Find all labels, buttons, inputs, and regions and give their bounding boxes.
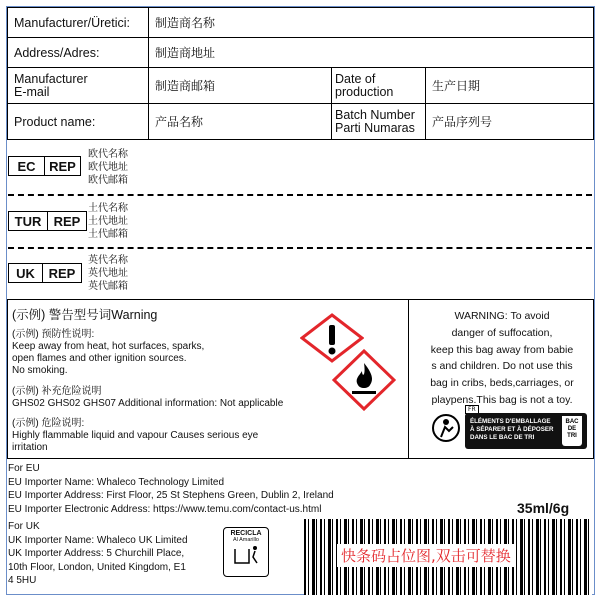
uk-rep-right: REP	[42, 264, 81, 282]
address-value: 制造商地址	[149, 38, 594, 68]
batch-label	[332, 104, 426, 140]
recicla-title: RECICLA	[230, 530, 262, 537]
suffocation-warning	[410, 308, 594, 409]
product-label: Product name:	[8, 104, 149, 140]
net-size: 35ml/6g	[517, 500, 570, 516]
precaution-line: open flames and other ignition sources.	[12, 353, 187, 364]
ec-rep-line: 欧代名称	[88, 149, 128, 160]
ec-rep-line: 欧代地址	[88, 162, 128, 173]
tur-rep-line: 土代地址	[88, 216, 128, 227]
uk-heading: For UK	[8, 521, 40, 532]
ec-rep-address	[88, 148, 128, 187]
batch-label-line1: Batch Number	[335, 107, 415, 122]
batch-value: 产品序列号	[426, 104, 594, 140]
bin-label: DE	[567, 426, 577, 432]
ec-rep-line: 欧代邮箱	[88, 175, 128, 186]
date-label	[332, 68, 426, 104]
dashed-divider	[8, 247, 592, 249]
email-value: 制造商邮箱	[149, 68, 332, 104]
hazard-title: (示例) 危险说明:	[12, 418, 85, 429]
email-label	[8, 68, 149, 104]
eu-importer-block	[8, 462, 334, 516]
uk-rep-badge	[8, 263, 82, 283]
tri-text-line: ÉLÉMENTS D'EMBALLAGE	[470, 418, 551, 425]
tri-banner-text	[470, 418, 553, 442]
uk-rep-line: 英代名称	[88, 255, 128, 266]
tri-text-line: À SÉPARER ET À DÉPOSER	[470, 426, 554, 433]
uk-rep-address	[88, 254, 128, 293]
tri-code: FR	[465, 405, 479, 414]
precaution-block	[12, 329, 292, 377]
uk-importer-address: 4 5HU	[8, 575, 37, 586]
manufacturer-value: 制造商名称	[149, 8, 594, 38]
suffocation-line: playpens.This bag is not a toy.	[431, 393, 573, 406]
suffocation-line: bag in cribs, beds,carriages, or	[430, 377, 574, 390]
suffocation-line: WARNING: To avoid	[454, 310, 550, 322]
flame-icon	[332, 349, 396, 411]
tur-rep-right: REP	[47, 212, 86, 230]
address-label: Address/Adres:	[8, 38, 149, 68]
supplemental-block	[12, 386, 332, 410]
product-value: 产品名称	[149, 104, 332, 140]
suffocation-line: s and children. Do not use this	[431, 360, 573, 373]
precaution-line: No smoking.	[12, 365, 68, 376]
uk-rep-line: 英代邮箱	[88, 281, 128, 292]
eu-importer-email: EU Importer Electronic Address: https://www.temu.com/contact-us.html	[8, 503, 322, 515]
barcode-placeholder-text: 快条码占位图,双击可替换	[337, 544, 515, 567]
ec-rep-left: EC	[17, 158, 36, 174]
date-value: 生产日期	[426, 68, 594, 104]
hazard-line: Highly flammable liquid and vapour Causes serious eye	[12, 430, 259, 441]
recycle-bin-icon	[231, 543, 261, 565]
email-label-line1: Manufacturer	[14, 71, 88, 86]
precaution-title: (示例) 预防性说明:	[12, 329, 95, 340]
ec-rep-right: REP	[44, 157, 80, 175]
suffocation-line: danger of suffocation,	[451, 326, 553, 339]
precaution-line: Keep away from heat, hot surfaces, sparks,	[12, 341, 205, 352]
uk-rep-line: 英代地址	[88, 268, 128, 279]
tur-rep-line: 土代名称	[88, 203, 128, 214]
ec-rep-badge	[8, 156, 81, 176]
suffocation-line: keep this bag away from babie	[430, 343, 574, 356]
email-label-line2: E-mail	[14, 84, 50, 99]
tur-rep-line: 土代邮箱	[88, 229, 128, 240]
supplemental-title: (示例) 补充危险说明	[12, 386, 102, 397]
tur-rep-address	[88, 202, 128, 241]
tur-rep-left: TUR	[14, 213, 42, 229]
warning-title: (示例) 警告型号词Warning	[12, 308, 158, 322]
hazard-line: irritation	[12, 442, 48, 453]
uk-importer-address: UK Importer Address: 5 Churchill Place,	[8, 548, 185, 559]
uk-importer-block	[8, 520, 218, 588]
bin-label: BAC	[565, 419, 579, 425]
uk-rep-left: UK	[16, 265, 35, 281]
uk-importer-name: UK Importer Name: Whaleco UK Limited	[8, 534, 188, 546]
hazard-block	[12, 418, 312, 454]
tri-text-line: DANS LE BAC DE TRI	[470, 434, 535, 441]
warning-divider	[408, 299, 409, 459]
bin-icon	[562, 416, 582, 446]
tur-rep-badge	[8, 211, 87, 231]
bin-label: TRI	[567, 433, 577, 439]
batch-label-line2: Parti Numaras	[335, 120, 415, 135]
eu-heading: For EU	[8, 463, 40, 474]
info-table	[7, 7, 594, 140]
recicla-subtitle: Al Amarillo	[233, 537, 259, 543]
recicla-logo	[223, 527, 269, 577]
eu-importer-name: EU Importer Name: Whaleco Technology Limited	[8, 476, 225, 488]
date-label-line2: production	[335, 84, 394, 99]
date-label-line1: Date of	[335, 71, 376, 86]
supplemental-line: GHS02 GHS02 GHS07 Additional information: Not applicable	[12, 398, 284, 409]
eu-importer-address: EU Importer Address: First Floor, 25 St Stephens Green, Dublin 2, Ireland	[8, 490, 334, 501]
manufacturer-label: Manufacturer/Üretici:	[8, 8, 149, 38]
uk-importer-address: 10th Floor, London, United Kingdom, E1	[8, 561, 186, 573]
triman-icon	[431, 413, 461, 443]
dashed-divider	[8, 194, 592, 196]
